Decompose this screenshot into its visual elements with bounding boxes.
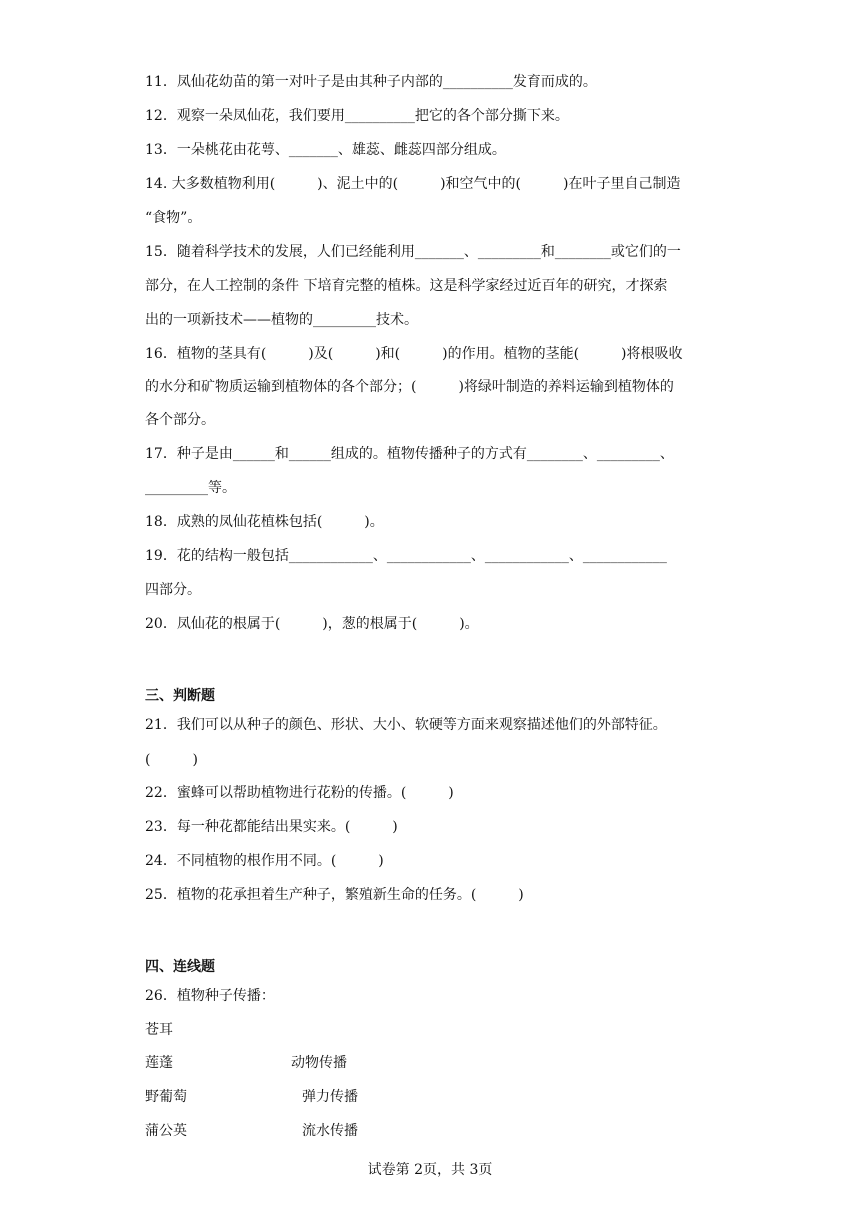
question-15-line2: 部分，在人工控制的条件 下培育完整的植株。这是科学家经过近百年的研究，才探索 xyxy=(145,278,668,294)
question-20: 20．凤仙花的根属于( )，葱的根属于( )。 xyxy=(145,616,479,632)
question-16-line2: 的水分和矿物质运输到植物体的各个部分；( )将绿叶制造的养料运输到植物体的 xyxy=(145,379,674,395)
match-left-item: 苍耳 xyxy=(145,1022,173,1038)
page-footer: 试卷第 2页，共 3页 xyxy=(367,1162,493,1178)
question-25: 25．植物的花承担着生产种子，繁殖新生命的任务。( ) xyxy=(145,887,524,903)
match-right-item: 流水传播 xyxy=(302,1123,358,1139)
question-26: 26．植物种子传播： xyxy=(145,988,275,1004)
question-18: 18．成熟的凤仙花植株包括( )。 xyxy=(145,514,384,530)
question-11: 11．凤仙花幼苗的第一对叶子是由其种子内部的__________发育而成的。 xyxy=(145,74,597,90)
question-17-line2: _________等。 xyxy=(145,480,236,496)
match-right-item: 动物传播 xyxy=(291,1055,347,1071)
match-left-item: 莲蓬 xyxy=(145,1055,173,1071)
question-17-line1: 17．种子是由______和______组成的。植物传播种子的方式有________、_________、 xyxy=(145,446,674,462)
question-12: 12．观察一朵凤仙花，我们要用__________把它的各个部分撕下来。 xyxy=(145,108,569,124)
question-19-line1: 19．花的结构一般包括____________、____________、____________、____________ xyxy=(145,548,667,564)
question-16-line1: 16．植物的茎具有( )及( )和( )的作用。植物的茎能( )将根吸收 xyxy=(145,346,683,362)
question-14-line1: 14. 大多数植物利用( )、泥土中的( )和空气中的( )在叶子里自己制造 xyxy=(145,176,681,192)
question-13: 13．一朵桃花由花萼、_______、雄蕊、雌蕊四部分组成。 xyxy=(145,142,506,158)
question-15-line1: 15．随着科学技术的发展，人们已经能利用_______、_________和________或它们的一 xyxy=(145,244,681,260)
question-16-line3: 各个部分。 xyxy=(145,412,215,428)
question-23: 23．每一种花都能结出果实来。( ) xyxy=(145,819,398,835)
match-right-item: 弹力传播 xyxy=(302,1089,358,1105)
question-21-line1: 21．我们可以从种子的颜色、形状、大小、软硬等方面来观察描述他们的外部特征。 xyxy=(145,717,667,733)
match-left-item: 蒲公英 xyxy=(145,1123,187,1139)
section-title-judgement: 三、判断题 xyxy=(145,688,215,704)
match-left-item: 野葡萄 xyxy=(145,1089,187,1105)
question-14-line2: “食物”。 xyxy=(145,210,202,226)
question-21-line2: ( ) xyxy=(145,752,198,768)
section-title-matching: 四、连线题 xyxy=(145,959,215,975)
question-24: 24．不同植物的根作用不同。( ) xyxy=(145,853,384,869)
question-15-line3: 出的一项新技术——植物的_________技术。 xyxy=(145,312,418,328)
question-19-line2: 四部分。 xyxy=(145,582,201,598)
question-22: 22．蜜蜂可以帮助植物进行花粉的传播。( ) xyxy=(145,785,454,801)
